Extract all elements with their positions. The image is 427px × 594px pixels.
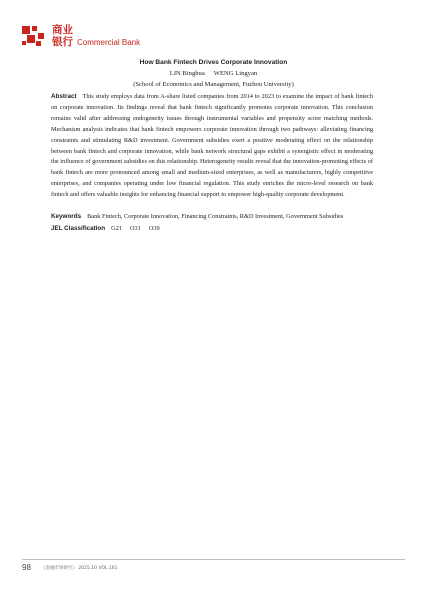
brand-name-english: Commercial Bank xyxy=(77,38,141,47)
page-number: 98 xyxy=(22,563,31,572)
article-authors xyxy=(0,70,427,77)
footer-divider xyxy=(22,559,405,560)
abstract-text: This study employs data from A-share listed companies from 2014 to 2023 to examine the impact of bank fintech on corporate innovation. Its findings reveal that bank fintech significantly promotes corporate innovation. This conclusion remains valid after addressing endogeneity issues through instrumental variables and propensity score matching methods. Mechanism analysis indicates that bank fintech empowers corporate innovation through two pathways: alleviating financing constraints and stimulating R&D investment. Government subsidies exert a positive moderating effect on the relationship between bank fintech and corporate innovation, while bank network structural gaps exhibit a synergistic effect in moderating the influence of government subsidies on this relationship. Heterogeneity results reveal that the innovation-promoting effects of bank fintech are more pronounced among small and medium-sized enterprises, as well as manufacturers, highly competitive enterprises, and companies operating under low financial regulation. This study enriches the micro-level research on bank fintech and offers valuable insights for enhancing financial support to empower high-quality corporate development. xyxy=(51,93,373,199)
journal-info: 《金融市场研究》 2025.10 VOL.161 xyxy=(41,566,118,571)
abstract-label: Abstract xyxy=(51,93,77,100)
brand-cn-line1: 商业 xyxy=(52,24,73,36)
bank-logo-icon xyxy=(22,26,46,48)
abstract-section xyxy=(51,92,373,201)
jel-label: JEL Classification xyxy=(51,225,106,232)
article-title: How Bank Fintech Drives Corporate Innovation xyxy=(139,59,288,66)
keywords-text: Bank Fintech, Corporate Innovation, Financing Constraints, R&D Investment, Government Subsidies xyxy=(87,213,344,220)
brand-name-chinese xyxy=(52,24,73,48)
brand-cn-line2: 银行 xyxy=(52,36,73,48)
keywords-section xyxy=(51,213,381,220)
keywords-label: Keywords xyxy=(51,213,82,220)
author-name: WENG Lingyan xyxy=(213,70,258,77)
author-name: LIN Binghua xyxy=(169,70,205,77)
jel-code: O31 xyxy=(130,225,141,232)
jel-classification-section xyxy=(51,225,381,232)
author-affiliation: (School of Economics and Management, Fuzhou University) xyxy=(133,81,294,88)
jel-code: G21 xyxy=(111,225,122,232)
jel-code: O39 xyxy=(148,225,160,232)
